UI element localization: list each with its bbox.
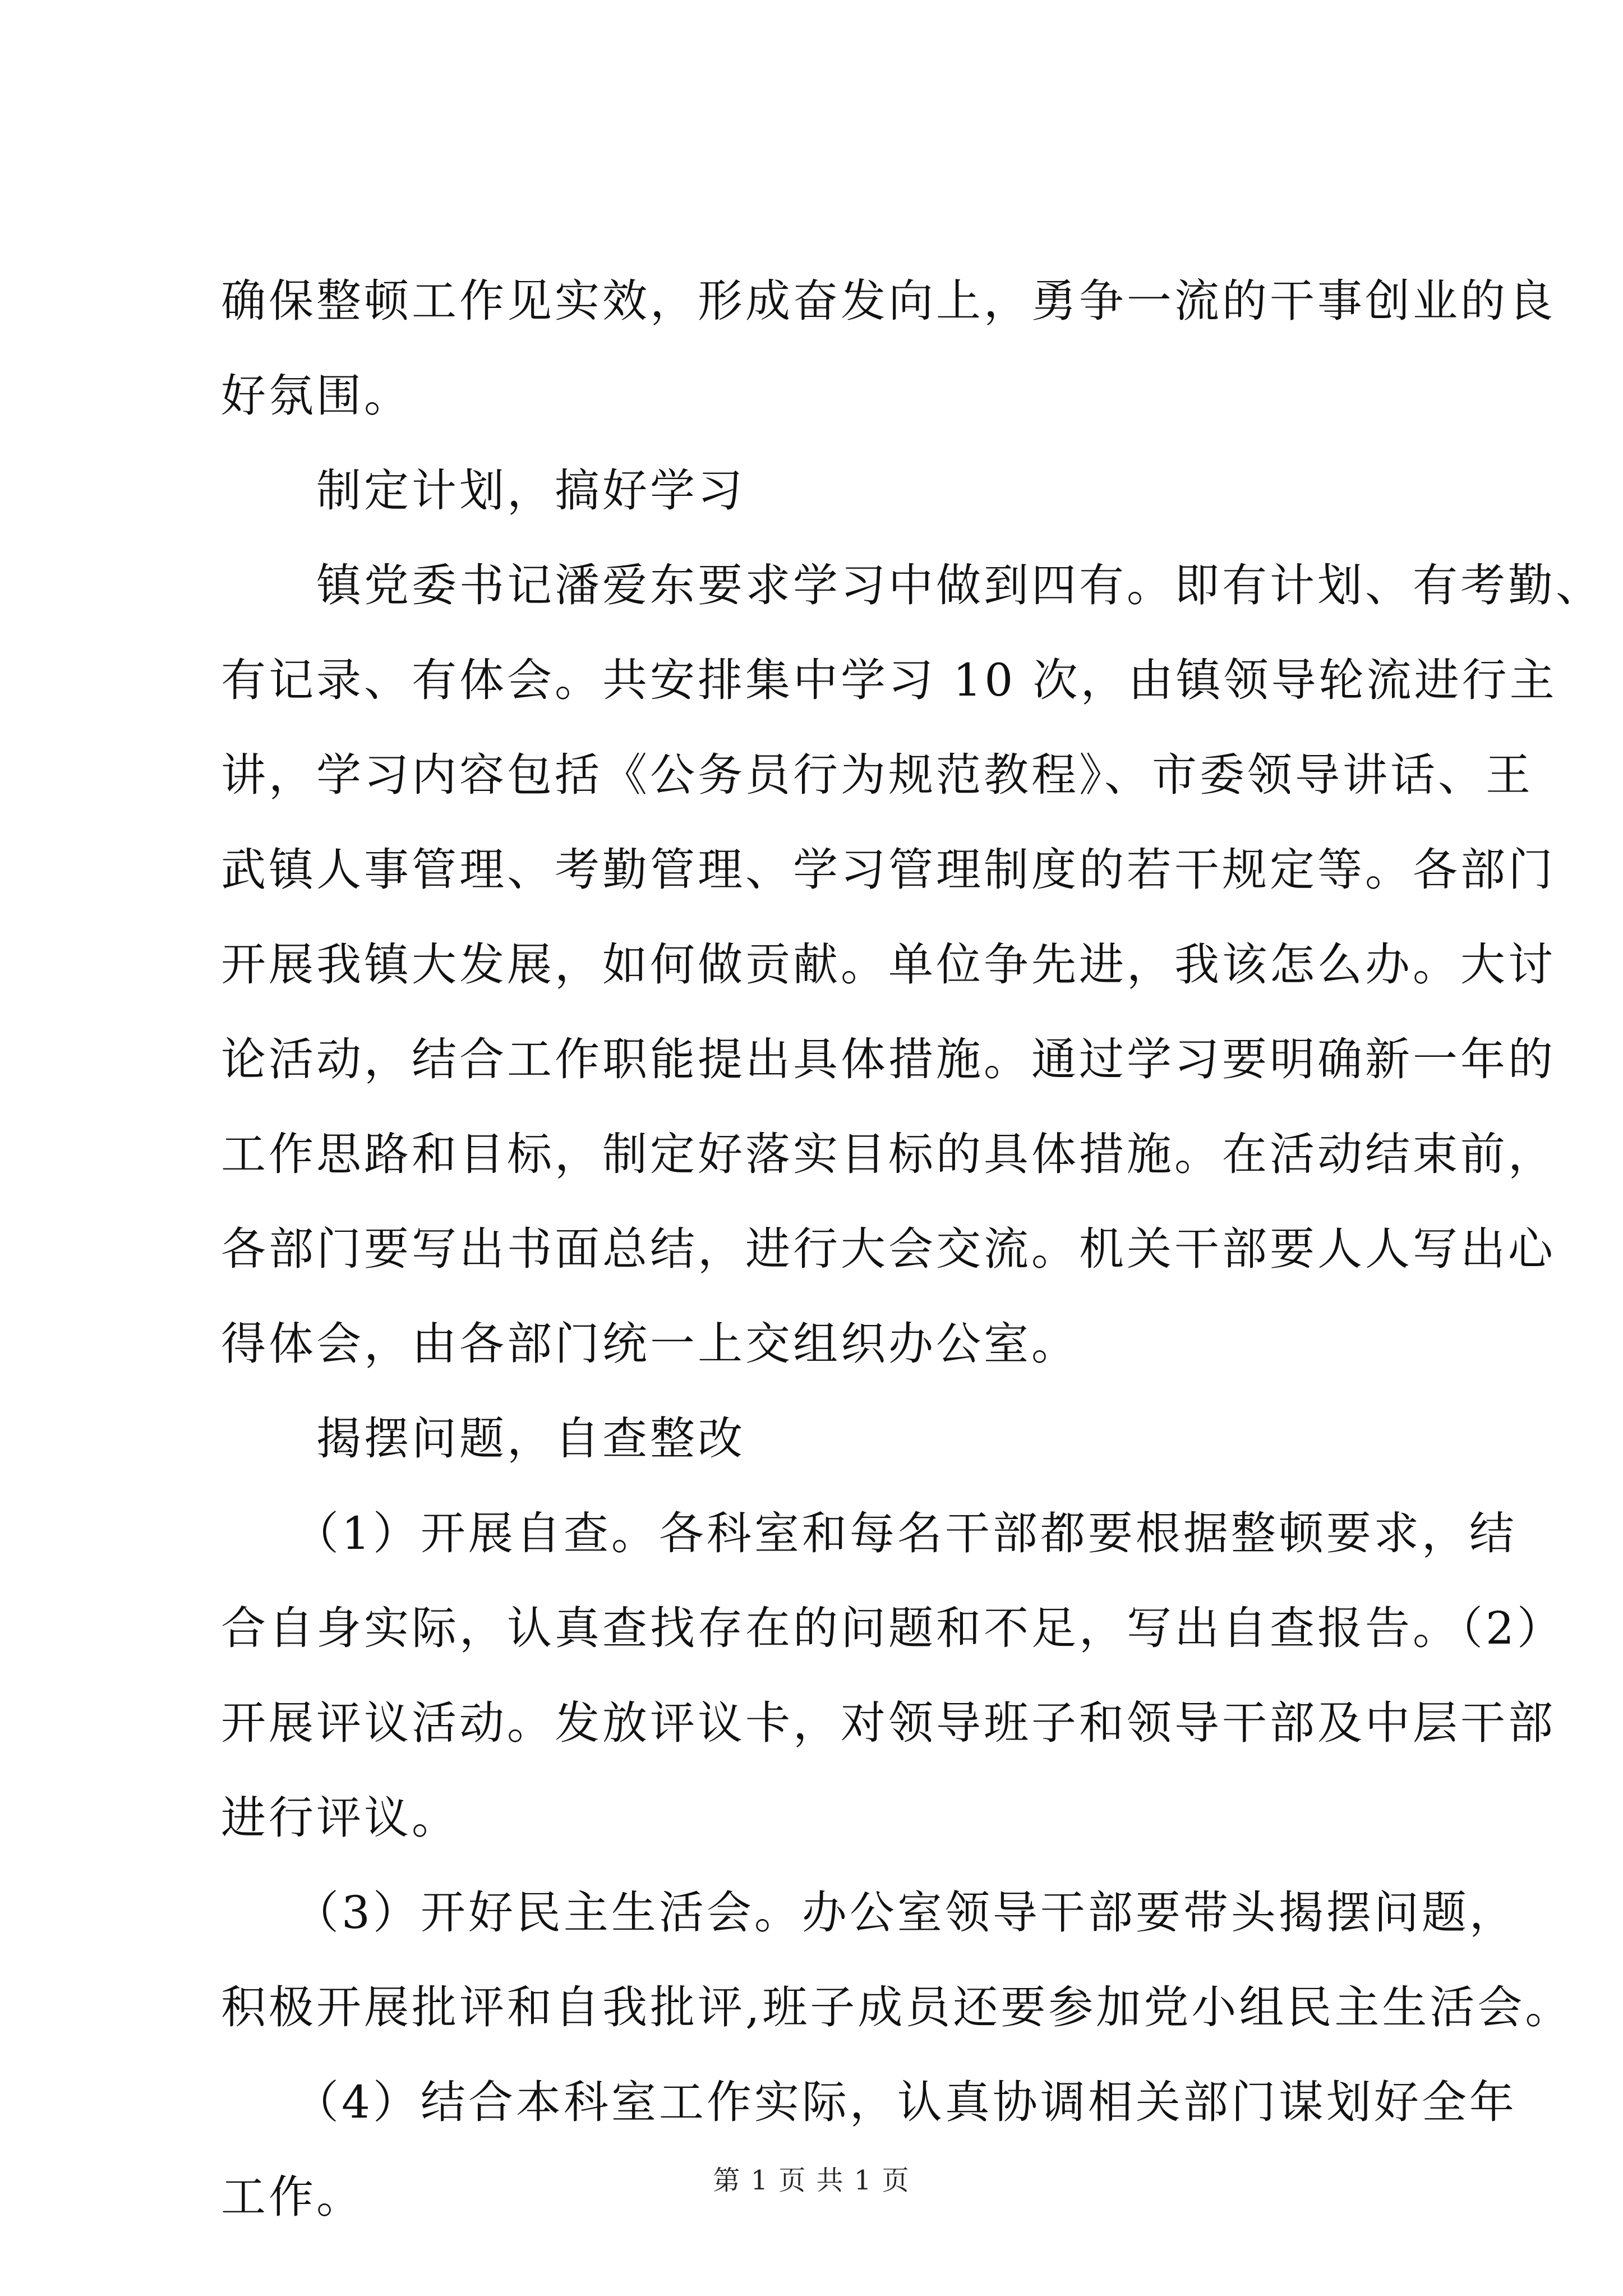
text-line: （4）结合本科室工作实际，认真协调相关部门谋划好全年 [221,2076,1517,2128]
text-line: 确保整顿工作见实效，形成奋发向上，勇争一流的干事创业的良 [221,275,1556,327]
text-line: （3）开好民主生活会。办公室领导干部要带头揭摆问题， [221,1887,1517,1939]
text-line: 武镇人事管理、考勤管理、学习管理制度的若干规定等。各部门 [221,844,1556,896]
text-line: 开展评议活动。发放评议卡，对领导班子和领导干部及中层干部 [221,1697,1556,1749]
text-line: 合自身实际，认真查找存在的问题和不足，写出自查报告。（2） [221,1602,1565,1654]
text-line: 进行评议。 [221,1792,459,1844]
page-number-label: 第 1 页 共 1 页 [713,2165,910,2196]
text-line: 积极开展批评和自我批评,班子成员还要参加党小组民主生活会。 [221,1981,1573,2033]
text-line: 好氛围。 [221,370,412,422]
section-heading: 制定计划，搞好学习 [221,464,745,517]
text-line: 各部门要写出书面总结，进行大会交流。机关干部要人人写出心 [221,1223,1556,1275]
text-line: 开展我镇大发展，如何做贡献。单位争先进，我该怎么办。大讨 [221,938,1556,991]
text-line: 有记录、有体会。共安排集中学习 10 次，由镇领导轮流进行主 [221,654,1557,706]
text-line: 讲，学习内容包括《公务员行为规范教程》、市委领导讲话、王 [221,749,1533,801]
text-line: 工作。 [221,2171,364,2223]
page-footer [0,2159,1623,2197]
text-line: 工作思路和目标，制定好落实目标的具体措施。在活动结束前， [221,1128,1556,1180]
text-line: 镇党委书记潘爱东要求学习中做到四有。即有计划、有考勤、 [221,559,1603,611]
text-line: 得体会，由各部门统一上交组织办公室。 [221,1318,1079,1370]
document-body [221,254,1603,2244]
section-heading: 揭摆问题，自查整改 [221,1412,745,1465]
text-line: （1）开展自查。各科室和每名干部都要根据整顿要求，结 [221,1507,1517,1559]
text-line: 论活动，结合工作职能提出具体措施。通过学习要明确新一年的 [221,1033,1556,1085]
